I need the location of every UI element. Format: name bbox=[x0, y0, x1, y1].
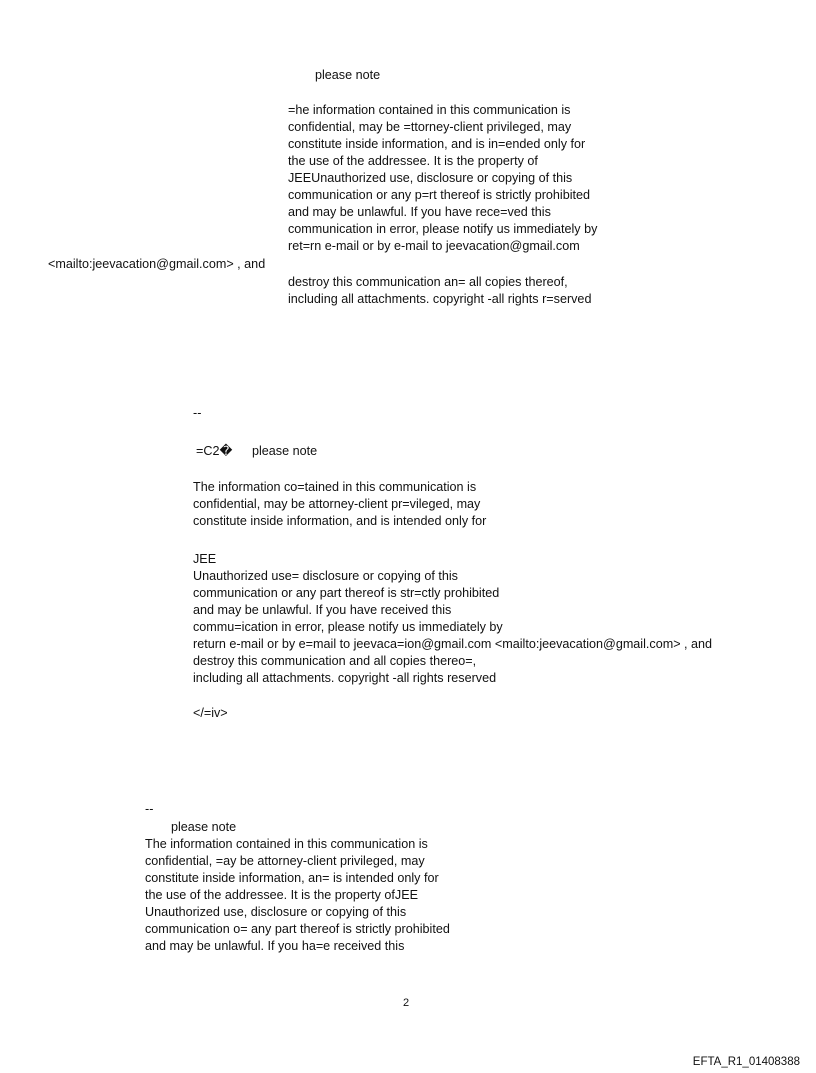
block2-line: confidential, may be attorney-client pr=vileged, may bbox=[193, 497, 481, 511]
block1-mailto-line: <mailto:jeevacation@gmail.com> , and bbox=[48, 257, 266, 271]
block2-line: Unauthorized use= disclosure or copying of this bbox=[193, 569, 458, 583]
block1-line: ret=rn e-mail or by e-mail to jeevacation@gmail.com bbox=[288, 239, 580, 253]
block1-line: constitute inside information, and is in=ended only for bbox=[288, 137, 586, 151]
block2-line: return e-mail or by e=mail to jeevaca=ion@gmail.com <mailto:jeevacation@gmail.com> , and bbox=[193, 637, 713, 651]
block2-line: JEE bbox=[193, 552, 217, 566]
block3-line: the use of the addressee. It is the property ofJEE bbox=[145, 888, 419, 902]
block2-separator: -- bbox=[193, 406, 202, 420]
page-number: 2 bbox=[403, 997, 410, 1009]
block1-line: communication in error, please notify us immediately by bbox=[288, 222, 598, 236]
block1-heading: please note bbox=[315, 68, 381, 82]
block3-line: Unauthorized use, disclosure or copying of this bbox=[145, 905, 407, 919]
block3-line: constitute inside information, an= is intended only for bbox=[145, 871, 439, 885]
block1-line: the use of the addressee. It is the property of bbox=[288, 154, 538, 168]
block2-line: The information co=tained in this communication is bbox=[193, 480, 477, 494]
block2-prefix: =C2� bbox=[196, 444, 233, 458]
bates-number: EFTA_R1_01408388 bbox=[692, 1056, 800, 1068]
block3-heading: please note bbox=[171, 820, 237, 834]
block1-line: confidential, may be =ttorney-client privileged, may bbox=[288, 120, 572, 134]
block2-line: communication or any part thereof is str=ctly prohibited bbox=[193, 586, 500, 600]
block2-line: and may be unlawful. If you have received this bbox=[193, 603, 452, 617]
block1-line: JEEUnauthorized use, disclosure or copying of this bbox=[288, 171, 573, 185]
block2-line: including all attachments. copyright -all rights reserved bbox=[193, 671, 497, 685]
block3-line: and may be unlawful. If you ha=e received this bbox=[145, 939, 405, 953]
block2-line: commu=ication in error, please notify us immediately by bbox=[193, 620, 503, 634]
block1-line: =he information contained in this communication is bbox=[288, 103, 571, 117]
block2-line: destroy this communication and all copies thereo=, bbox=[193, 654, 477, 668]
block1-tail-line: destroy this communication an= all copies thereof, bbox=[288, 275, 568, 289]
block2-closing-tag: </=iv> bbox=[193, 706, 228, 720]
block1-tail-line: including all attachments. copyright -all rights r=served bbox=[288, 292, 592, 306]
block3-line: communication o= any part thereof is strictly prohibited bbox=[145, 922, 450, 936]
block1-line: and may be unlawful. If you have rece=ved this bbox=[288, 205, 551, 219]
block3-separator: -- bbox=[145, 802, 154, 816]
block3-line: The information contained in this communication is bbox=[145, 837, 428, 851]
block2-line: constitute inside information, and is intended only for bbox=[193, 514, 487, 528]
block1-line: communication or any p=rt thereof is strictly prohibited bbox=[288, 188, 591, 202]
block2-heading: please note bbox=[252, 444, 318, 458]
block3-line: confidential, =ay be attorney-client privileged, may bbox=[145, 854, 425, 868]
